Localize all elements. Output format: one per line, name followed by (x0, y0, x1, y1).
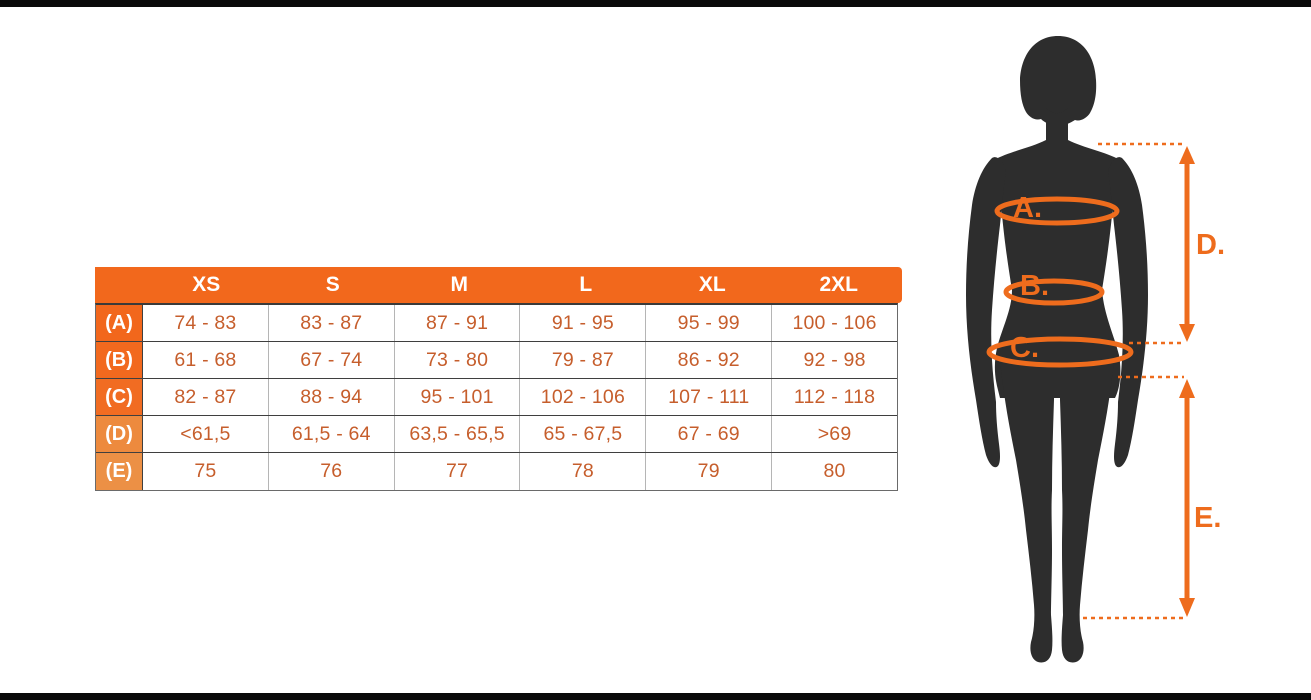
table-body (95, 303, 898, 491)
size-cell: 95 - 101 (395, 379, 521, 415)
column-header-s: S (325, 273, 340, 296)
size-cell: 92 - 98 (803, 348, 866, 371)
female-silhouette-right-arm (1108, 157, 1148, 467)
size-cell: 61,5 - 64 (269, 416, 395, 452)
size-cell: 79 - 87 (520, 342, 646, 378)
size-cell: 102 - 106 (520, 379, 646, 415)
arrow-up-icon (1179, 146, 1195, 164)
size-cell: 107 - 111 (646, 379, 772, 415)
arrow-down-icon (1179, 598, 1195, 617)
column-header-m: M (450, 273, 468, 296)
table-header-row (95, 267, 902, 303)
top-black-bar (0, 0, 1311, 7)
size-cell: 73 - 80 (395, 342, 521, 378)
arrow-up-icon (1179, 379, 1195, 398)
column-header-xl: XL (698, 273, 726, 296)
header-corner-cell (95, 267, 143, 303)
row-label-b: (B) (96, 342, 143, 378)
size-cell: 82 - 87 (143, 379, 269, 415)
bottom-black-bar (0, 693, 1311, 700)
chest-label: A. (1013, 192, 1042, 224)
size-cell: 65 - 67,5 (520, 416, 646, 452)
size-cell: 79 (646, 453, 772, 490)
size-cell: 74 - 83 (143, 305, 269, 341)
leg-length-label: E. (1194, 502, 1222, 534)
arrow-down-icon (1179, 324, 1195, 342)
row-label-e: (E) (96, 453, 143, 490)
column-header-xs: XS (192, 273, 221, 296)
size-cell: 78 (520, 453, 646, 490)
table-row-b (96, 342, 897, 379)
size-cell: 67 - 74 (269, 342, 395, 378)
size-chart-table (95, 267, 902, 491)
size-cell: 88 - 94 (269, 379, 395, 415)
table-row-d (96, 416, 897, 453)
size-cell: 87 - 91 (395, 305, 521, 341)
table-row-c (96, 379, 897, 416)
size-cell: 75 (143, 453, 269, 490)
size-cell: 61 - 68 (143, 342, 269, 378)
size-cell: >69 (817, 422, 852, 445)
size-cell: 112 - 118 (793, 385, 876, 408)
row-label-a: (A) (96, 305, 143, 341)
column-header-l: L (579, 273, 593, 296)
size-cell: 67 - 69 (646, 416, 772, 452)
size-cell: 76 (269, 453, 395, 490)
measurement-diagram (935, 18, 1255, 690)
table-row-a (96, 305, 897, 342)
size-cell: 100 - 106 (792, 311, 877, 334)
female-silhouette-left-arm (966, 157, 1006, 467)
size-cell: 77 (395, 453, 521, 490)
female-silhouette-head (1020, 36, 1096, 126)
size-cell: 63,5 - 65,5 (395, 416, 521, 452)
row-label-d: (D) (96, 416, 143, 452)
hip-label: C. (1010, 332, 1039, 364)
size-cell: 95 - 99 (646, 305, 772, 341)
back-length-label: D. (1196, 229, 1225, 261)
table-row-e (96, 453, 897, 490)
row-label-c: (C) (96, 379, 143, 415)
size-cell: <61,5 (143, 416, 269, 452)
size-cell: 83 - 87 (269, 305, 395, 341)
waist-label: B. (1020, 270, 1049, 302)
column-header-2xl: 2XL (819, 273, 858, 296)
size-cell: 86 - 92 (646, 342, 772, 378)
size-cell: 80 (823, 460, 846, 482)
size-cell: 91 - 95 (520, 305, 646, 341)
female-silhouette-left-leg (1000, 360, 1054, 663)
female-silhouette-torso (987, 108, 1127, 398)
